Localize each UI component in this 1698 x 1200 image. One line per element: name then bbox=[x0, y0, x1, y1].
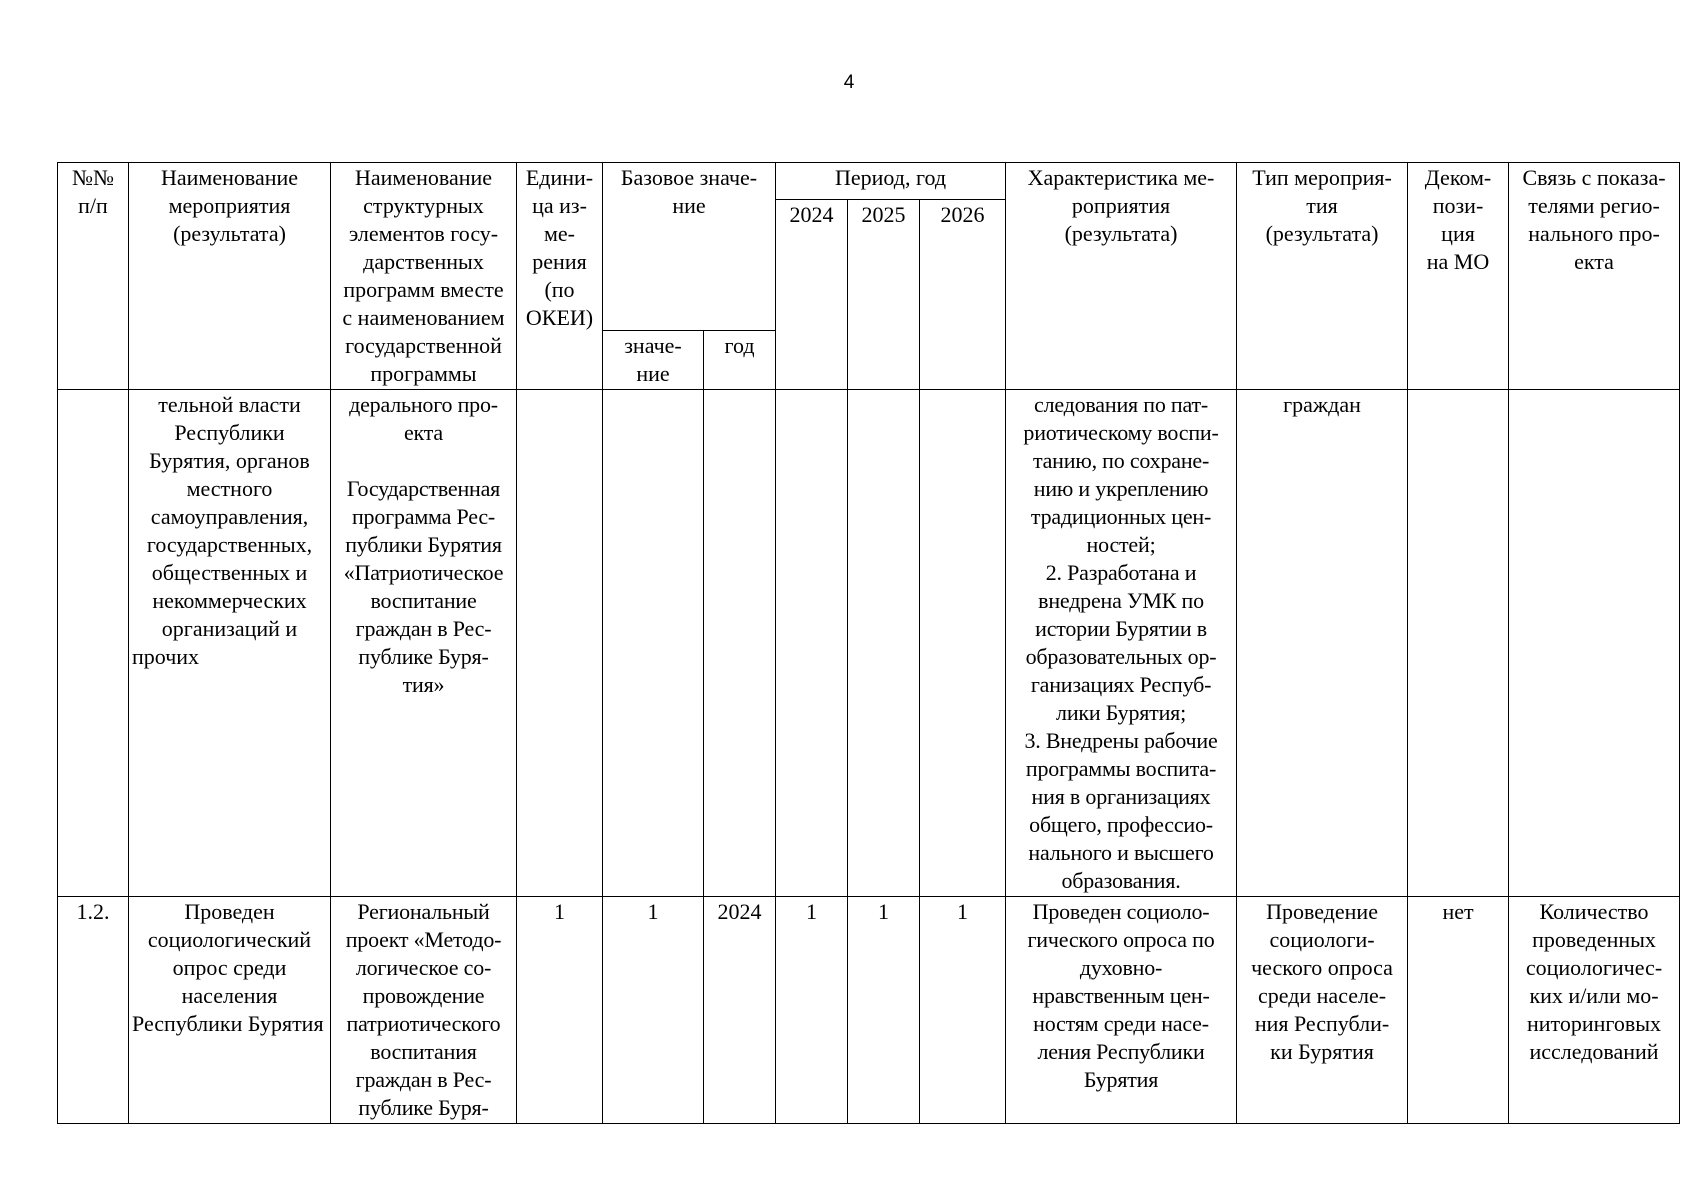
header-period: Период, год bbox=[776, 163, 1006, 200]
header-decomposition: Деком- пози- ция на МО bbox=[1408, 163, 1509, 390]
cell-link bbox=[1509, 390, 1680, 897]
page-number: 4 bbox=[843, 72, 855, 93]
cell-2024 bbox=[776, 390, 848, 897]
header-name: Наименование мероприятия (результата) bbox=[129, 163, 331, 390]
header-link: Связь с показа- телями регио- нального про- екта bbox=[1509, 163, 1680, 390]
table-row bbox=[58, 390, 1680, 897]
cell-type: Проведение социологи- ческого опроса среди населе- ния Республи- ки Бурятия bbox=[1237, 897, 1408, 1124]
header-year-2026: 2026 bbox=[920, 200, 1006, 390]
header-year-2025: 2025 bbox=[848, 200, 920, 390]
cell-elements bbox=[331, 390, 517, 897]
cell-2026 bbox=[920, 390, 1006, 897]
cell-elements-federal: дерального про- екта bbox=[349, 392, 498, 445]
cell-decomposition: нет bbox=[1408, 897, 1509, 1124]
header-year-2024: 2024 bbox=[776, 200, 848, 390]
cell-unit bbox=[517, 390, 603, 897]
cell-base-year: 2024 bbox=[704, 897, 776, 1124]
cell-name: Проведен социологический опрос среди населения Республики Бурятия bbox=[129, 897, 331, 1124]
header-num: №№ п/п bbox=[58, 163, 129, 390]
cell-decomposition bbox=[1408, 390, 1509, 897]
cell-link: Количество проведенных социологичес- ких и/или мо- ниторинговых исследований bbox=[1509, 897, 1680, 1124]
cell-name: тельной власти Республики Бурятия, органов местного самоуправления, государственных, общественных и некоммерческих организаций и прочих bbox=[129, 390, 331, 897]
table-row bbox=[58, 897, 1680, 1124]
cell-base-value bbox=[603, 390, 704, 897]
cell-base-value: 1 bbox=[603, 897, 704, 1124]
header-type: Тип мероприя- тия (результата) bbox=[1237, 163, 1408, 390]
cell-characteristic: Проведен социоло- гического опроса по духовно- нравственным цен- ностям среди насе- ления Республики Бурятия bbox=[1006, 897, 1237, 1124]
header-base-year: год bbox=[704, 331, 776, 390]
activities-table bbox=[57, 162, 1680, 1124]
cell-unit: 1 bbox=[517, 897, 603, 1124]
cell-characteristic: следования по пат- риотическому воспи- танию, по сохране- нию и укреплению традиционных цен- ностей; 2. Разработана и внедрена УМК по истории Бурятии в образовательных ор- ганизациях Респуб- лики Бурятия; 3. Внедрены рабочие программы воспита- ния в организациях общего, профессио- нального и высшего образования. bbox=[1006, 390, 1237, 897]
cell-elements-program: Государственная программа Рес- публики Бурятия «Патриотическое воспитание граждан в Рес- публике Буря- тия» bbox=[343, 476, 504, 697]
cell-2025 bbox=[848, 390, 920, 897]
cell-2024: 1 bbox=[776, 897, 848, 1124]
header-base-value: значе- ние bbox=[603, 331, 704, 390]
header-base: Базовое значе- ние bbox=[603, 163, 776, 331]
cell-2025: 1 bbox=[848, 897, 920, 1124]
header-characteristic: Характеристика ме- роприятия (результата) bbox=[1006, 163, 1237, 390]
cell-elements: Региональный проект «Методо- логическое со- провождение патриотического воспитания граждан в Рес- публике Буря- bbox=[331, 897, 517, 1124]
cell-base-year bbox=[704, 390, 776, 897]
header-unit: Едини- ца из- ме- рения (по ОКЕИ) bbox=[517, 163, 603, 390]
cell-num bbox=[58, 390, 129, 897]
table-header-row bbox=[58, 163, 1680, 200]
cell-num: 1.2. bbox=[58, 897, 129, 1124]
cell-2026: 1 bbox=[920, 897, 1006, 1124]
cell-type: граждан bbox=[1237, 390, 1408, 897]
header-elements: Наименование структурных элементов госу- дарственных программ вместе с наименованием государственной программы bbox=[331, 163, 517, 390]
